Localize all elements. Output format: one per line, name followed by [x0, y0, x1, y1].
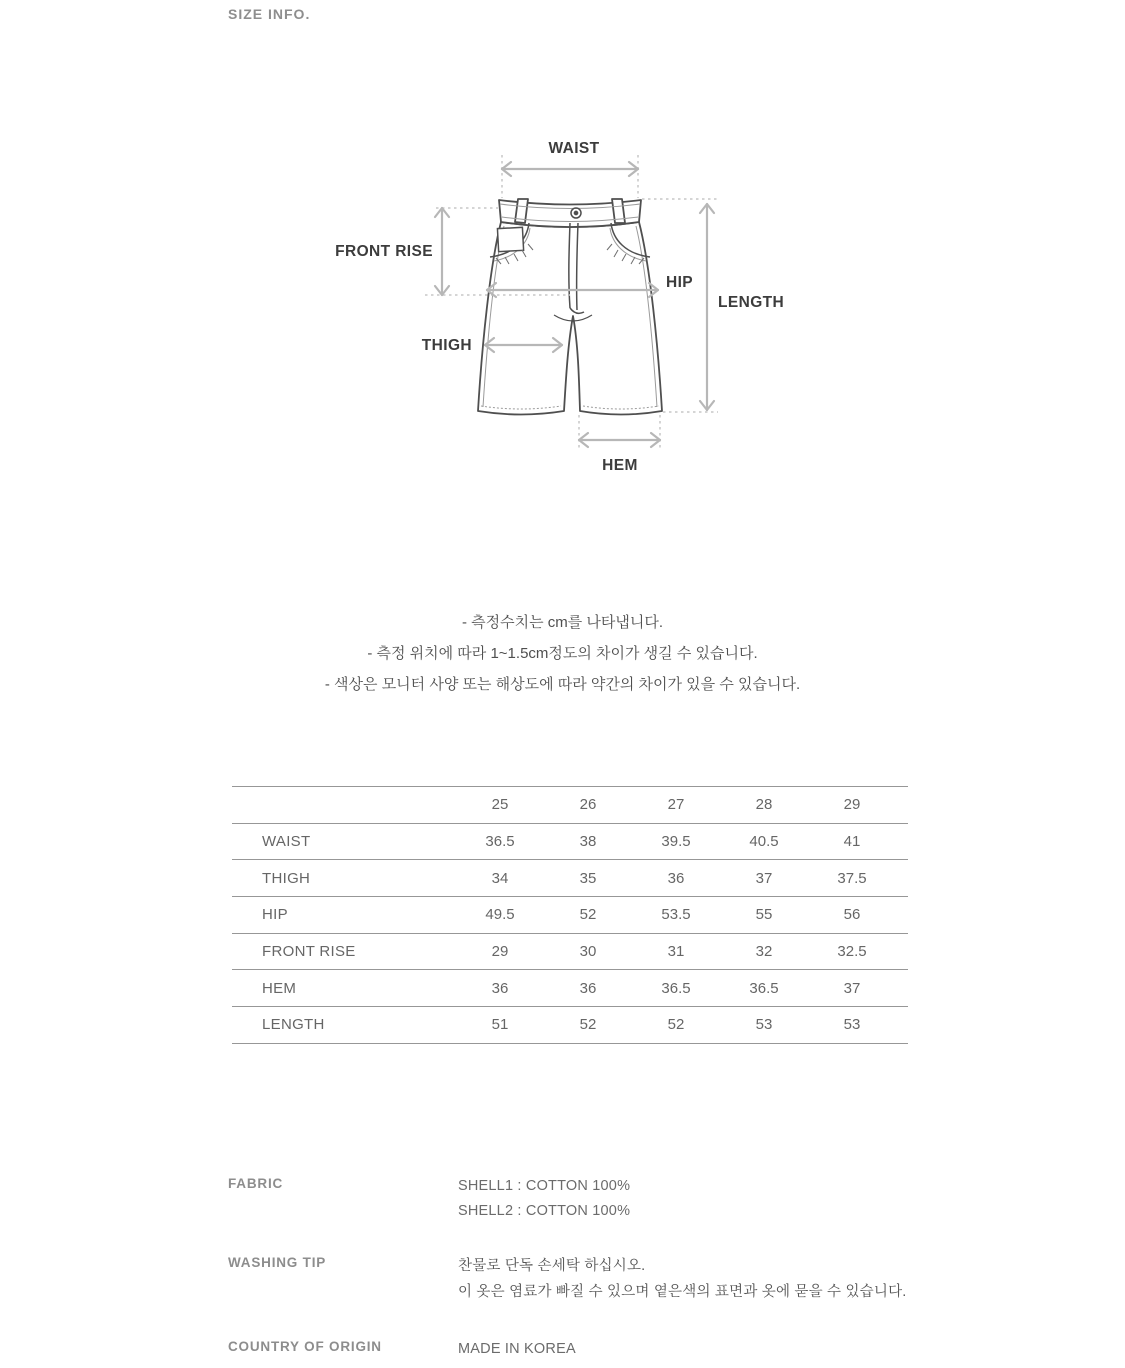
size-value: 36: [667, 869, 685, 887]
washing-tip-line: 찬물로 단독 손세탁 하십시오.: [458, 1258, 646, 1274]
diagram-label-hip: HIP: [666, 274, 694, 291]
size-value: 30: [579, 943, 597, 961]
size-value: 41: [843, 833, 861, 851]
diagram-label-thigh: THIGH: [421, 337, 472, 354]
detail-value: [458, 1253, 907, 1305]
size-value: 53: [843, 1016, 861, 1034]
size-table-row-length: [232, 1006, 908, 1043]
page-title: SIZE INFO.: [228, 6, 311, 22]
size-value: 52: [667, 1016, 685, 1034]
size-value: 36.5: [661, 979, 691, 997]
size-value: 36.5: [485, 833, 515, 851]
detail-label: FABRIC: [228, 1176, 284, 1191]
row-label: LENGTH: [262, 1016, 325, 1034]
detail-label: COUNTRY OF ORIGIN: [228, 1339, 382, 1354]
size-value: 53: [755, 1016, 773, 1034]
size-value: 53.5: [661, 906, 691, 924]
measurement-diagram: [330, 105, 810, 505]
detail-value: [458, 1337, 576, 1362]
front-rise-arrow: [435, 208, 449, 295]
washing-tip-line: 이 옷은 염료가 빠질 수 있으며 옅은색의 표면과 옷에 묻을 수 있습니다.: [458, 1284, 907, 1300]
size-table-row-hem: [232, 969, 908, 1006]
size-table-header-row: [232, 786, 908, 823]
row-label: HIP: [262, 906, 288, 924]
size-value: 52: [579, 1016, 597, 1034]
size-value: 35: [579, 869, 597, 887]
row-label: THIGH: [262, 869, 311, 887]
size-table: [232, 786, 908, 1044]
note-unit: - 측정수치는 cm를 나타냅니다.: [461, 614, 664, 631]
origin-line: MADE IN KOREA: [458, 1341, 576, 1357]
size-value: 55: [755, 906, 773, 924]
detail-row-country-of-origin: [228, 1337, 576, 1362]
row-label: WAIST: [262, 833, 311, 851]
row-label: HEM: [262, 979, 297, 997]
measurement-notes: [0, 607, 1125, 700]
size-value: 38: [579, 833, 597, 851]
diagram-label-front-rise: FRONT RISE: [335, 243, 433, 260]
detail-label: WASHING TIP: [228, 1255, 327, 1270]
size-value: 36: [579, 979, 597, 997]
size-column-header: 29: [843, 796, 861, 814]
size-value: 37: [755, 869, 773, 887]
size-value: 32: [755, 943, 773, 961]
size-table-row-hip: [232, 896, 908, 933]
size-table-row-front-rise: [232, 933, 908, 970]
size-value: 40.5: [749, 833, 779, 851]
diagram-label-hem: HEM: [602, 457, 638, 474]
size-value: 31: [667, 943, 685, 961]
size-value: 37.5: [837, 869, 867, 887]
size-value: 39.5: [661, 833, 691, 851]
size-column-header: 28: [755, 796, 773, 814]
coin-pocket: [497, 227, 523, 251]
note-color: - 색상은 모니터 사양 또는 해상도에 따라 약간의 차이가 있을 수 있습니다.: [324, 676, 801, 693]
size-value: 36.5: [749, 979, 779, 997]
size-value: 49.5: [485, 906, 515, 924]
size-column-header: 26: [579, 796, 597, 814]
size-value: 34: [491, 869, 509, 887]
size-value: 32.5: [837, 943, 867, 961]
size-table-row-waist: [232, 823, 908, 860]
fabric-line: SHELL2 : COTTON 100%: [458, 1203, 631, 1219]
size-value: 51: [491, 1016, 509, 1034]
fabric-line: SHELL1 : COTTON 100%: [458, 1178, 631, 1194]
size-column-header: 27: [667, 796, 685, 814]
size-table-row-thigh: [232, 859, 908, 896]
length-arrow: [700, 204, 714, 410]
note-tolerance: - 측정 위치에 따라 1~1.5cm정도의 차이가 생길 수 있습니다.: [367, 645, 758, 662]
row-label: FRONT RISE: [262, 943, 356, 961]
size-column-header: 25: [491, 796, 509, 814]
hem-arrow: [579, 433, 660, 447]
diagram-label-length: LENGTH: [718, 294, 785, 311]
detail-row-fabric: [228, 1174, 630, 1224]
size-value: 52: [579, 906, 597, 924]
detail-value: [458, 1174, 630, 1224]
detail-row-washing-tip: [228, 1253, 907, 1305]
waist-arrow: [502, 162, 638, 176]
size-value: 37: [843, 979, 861, 997]
size-value: 56: [843, 906, 861, 924]
size-value: 36: [491, 979, 509, 997]
diagram-label-waist: WAIST: [548, 140, 600, 157]
size-value: 29: [491, 943, 509, 961]
